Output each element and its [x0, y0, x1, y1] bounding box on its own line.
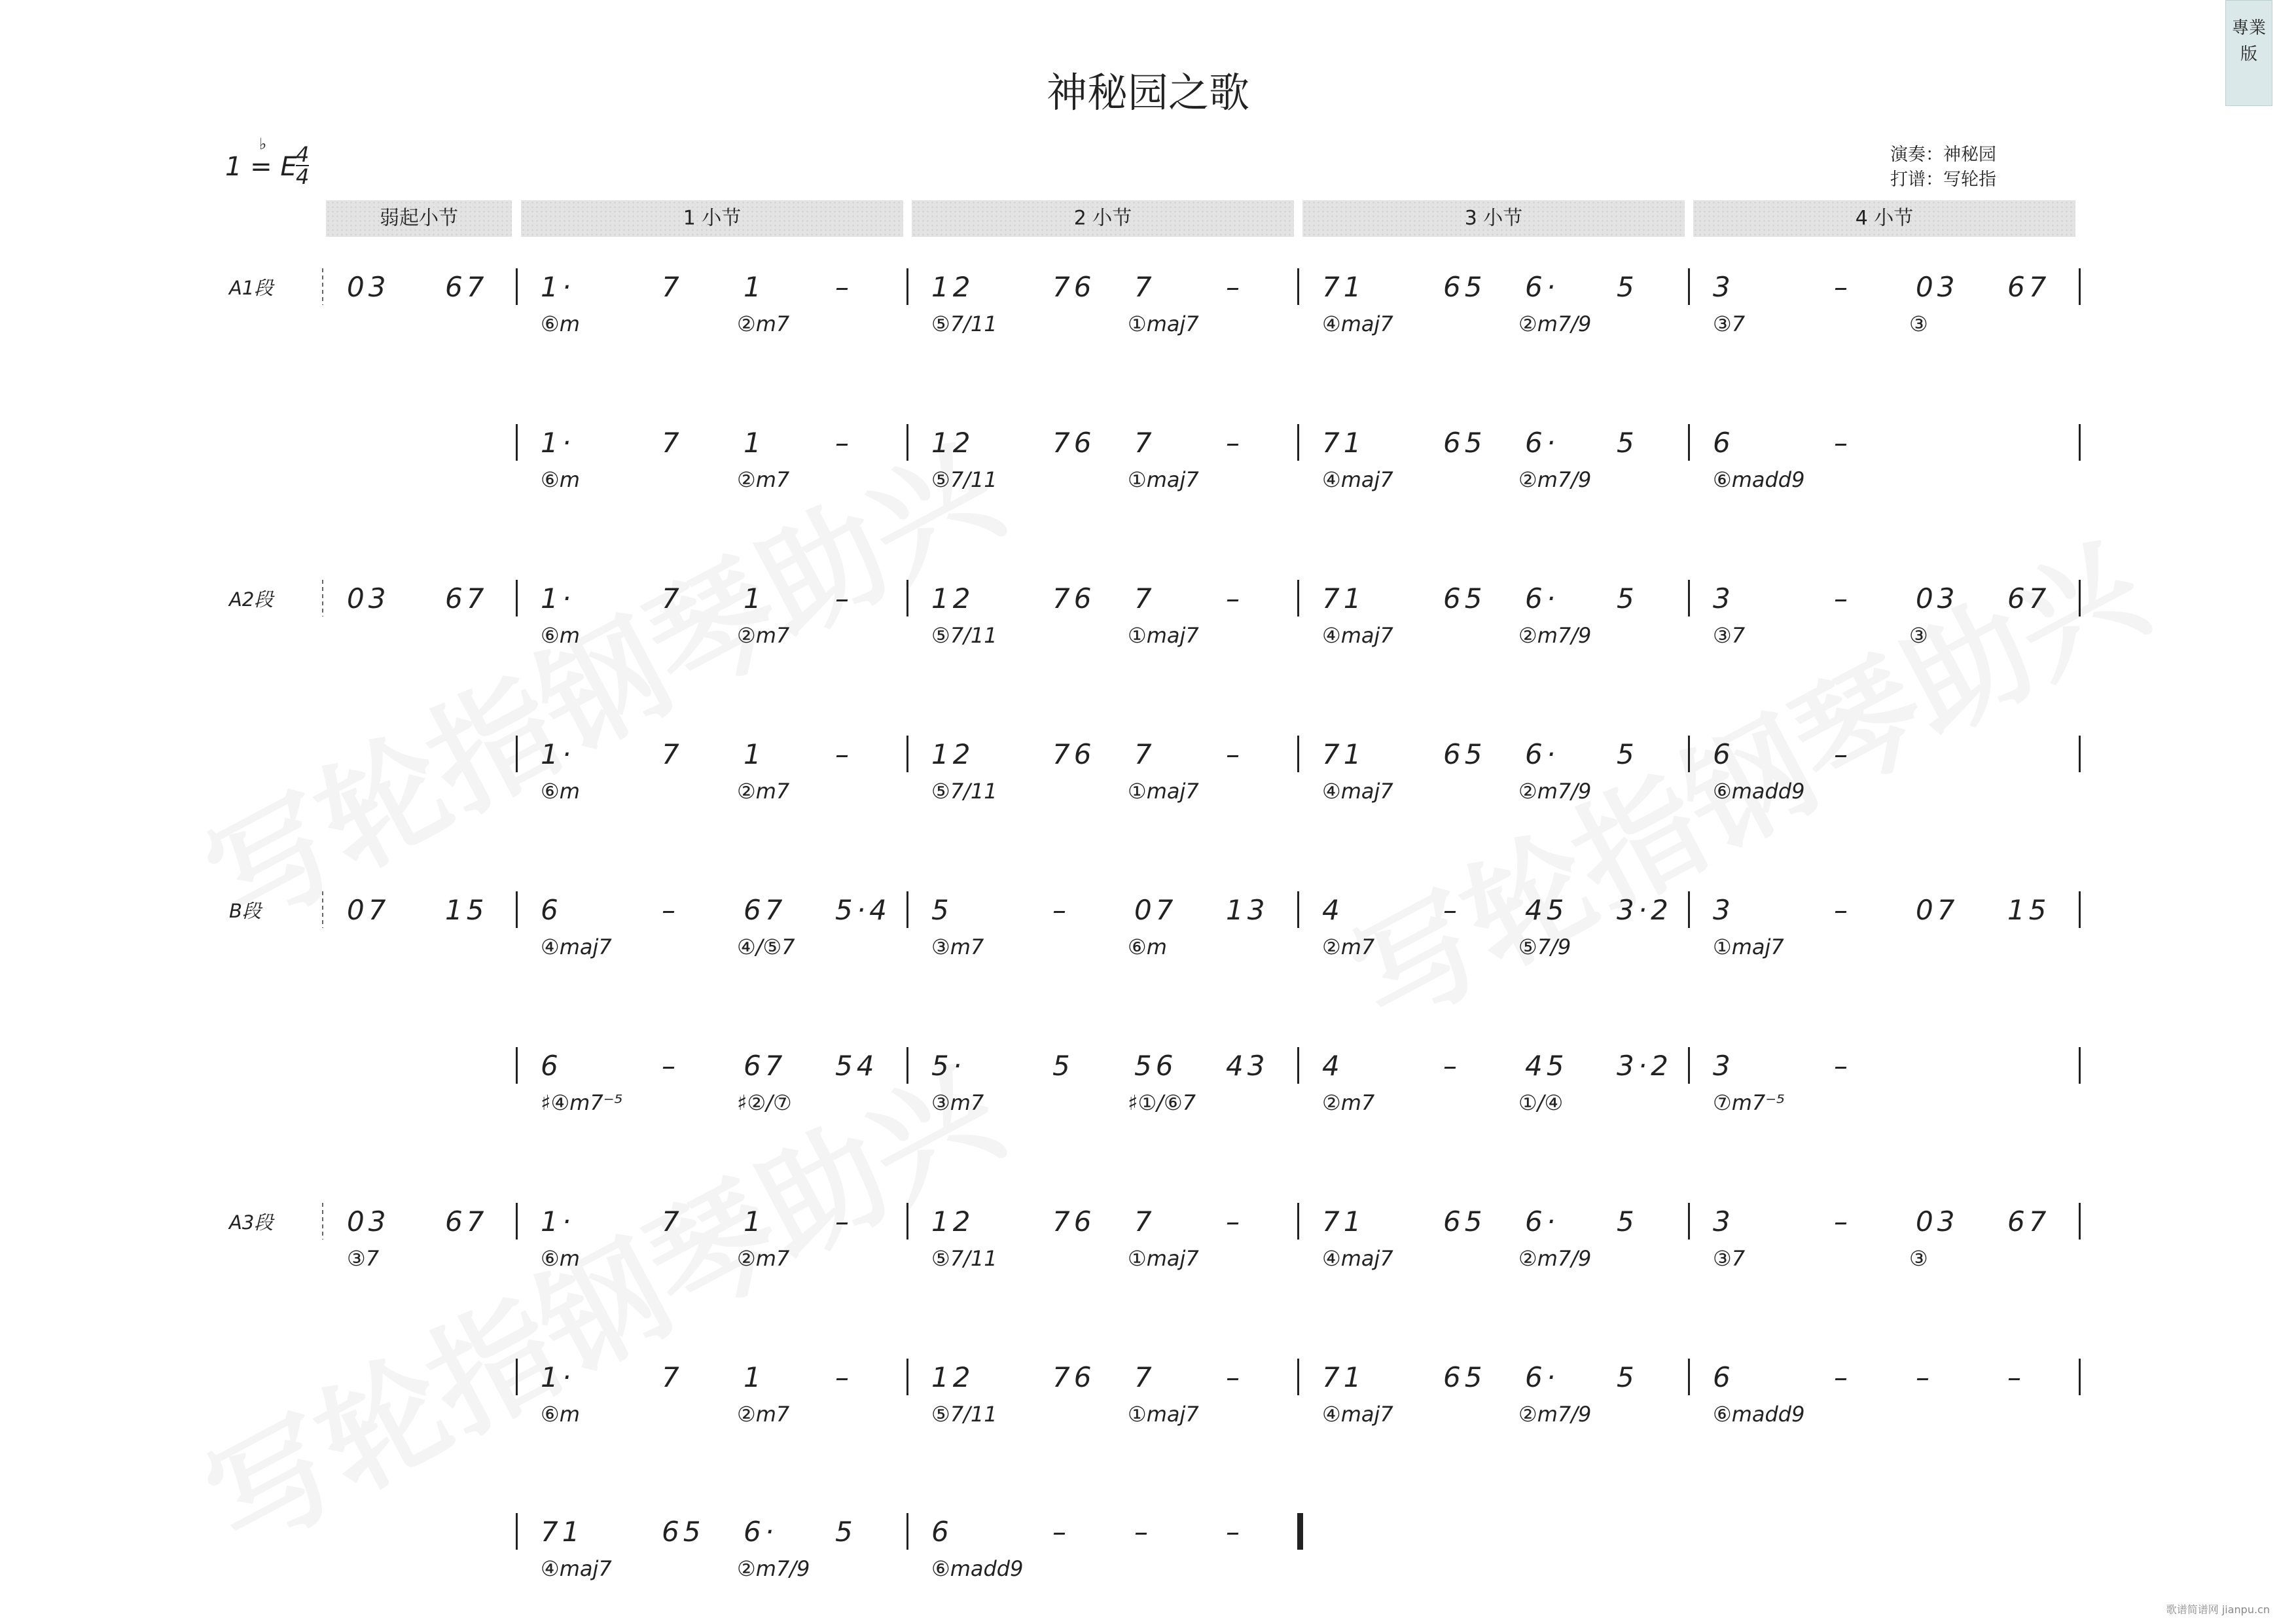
note: –: [662, 1050, 679, 1082]
barline: [906, 268, 908, 305]
credits: [1890, 143, 1996, 192]
note: 07: [347, 894, 390, 926]
barline: [1688, 268, 1690, 305]
note: 5: [1617, 271, 1638, 303]
note: 71: [1322, 738, 1365, 770]
note: 3: [1713, 271, 1734, 303]
key-label: 1 = E: [225, 152, 297, 182]
note: 7: [1134, 1361, 1156, 1393]
note: 76: [1052, 582, 1096, 615]
barline: [906, 1513, 908, 1550]
note: 12: [931, 1361, 975, 1393]
barline: [906, 424, 908, 461]
chord-symbol: ③7: [1713, 312, 1746, 336]
note: 76: [1052, 1205, 1096, 1238]
note: 3·2: [1617, 894, 1672, 926]
barline: [1688, 424, 1690, 461]
note: 67: [2007, 271, 2051, 303]
note: –: [1834, 427, 1852, 459]
note: –: [662, 894, 679, 926]
barline: [2079, 424, 2081, 461]
barline: [2079, 580, 2081, 616]
chord-symbol: ①/④: [1518, 1090, 1564, 1115]
barline: [516, 1359, 518, 1395]
note: 1: [744, 427, 765, 459]
note: 13: [1226, 894, 1269, 926]
note: 5: [835, 1516, 857, 1548]
note: 5·4: [835, 894, 891, 926]
chord-symbol: ③: [1909, 623, 1928, 648]
note: 6: [931, 1516, 953, 1548]
barline: [516, 1203, 518, 1240]
note: 7: [662, 427, 683, 459]
chord-symbol: ⑥m: [541, 1246, 580, 1271]
barline: [1688, 1359, 1690, 1395]
section-label: A2段: [229, 588, 274, 611]
barline: [2079, 1359, 2081, 1395]
note: 12: [931, 1205, 975, 1238]
note: 4: [1322, 894, 1344, 926]
time-numerator: 4: [296, 142, 310, 167]
note: 12: [931, 738, 975, 770]
note: 03: [347, 582, 390, 615]
chord-symbol: ④maj7: [541, 1556, 612, 1581]
note: 6: [1713, 1361, 1734, 1393]
note: 45: [1525, 1050, 1568, 1082]
note: 54: [835, 1050, 878, 1082]
note: 65: [1443, 271, 1486, 303]
note: 76: [1052, 427, 1096, 459]
chord-symbol: ⑤7/11: [931, 623, 997, 648]
note: 1: [744, 1361, 765, 1393]
note: –: [1834, 894, 1852, 926]
chord-symbol: ②m7: [1322, 1090, 1375, 1115]
note: –: [1834, 1205, 1852, 1238]
chord-symbol: ⑤7/11: [931, 1402, 997, 1427]
note: 6·: [744, 1516, 778, 1548]
barline: [1297, 268, 1299, 305]
note: –: [1834, 1050, 1852, 1082]
barline: [2079, 736, 2081, 772]
note: 6·: [1525, 1205, 1560, 1238]
barline: [906, 580, 908, 616]
note: 65: [662, 1516, 705, 1548]
chord-symbol: ⑥m: [1128, 935, 1167, 959]
chord-symbol: ②m7/9: [1518, 467, 1592, 492]
chord-symbol: ②m7: [1322, 935, 1375, 959]
note: 7: [662, 1361, 683, 1393]
note: 7: [662, 738, 683, 770]
chord-symbol: ④maj7: [1322, 467, 1393, 492]
key-signature: [225, 135, 297, 182]
watermark: [173, 395, 1025, 961]
chord-symbol: ⑤7/9: [1518, 935, 1571, 959]
note: 71: [1322, 271, 1365, 303]
chord-symbol: ⑥m: [541, 1402, 580, 1427]
note: 3·2: [1617, 1050, 1672, 1082]
chord-symbol: ③7: [347, 1246, 380, 1271]
chord-symbol: ②m7: [737, 312, 790, 336]
note: 65: [1443, 582, 1486, 615]
note: –: [1834, 582, 1852, 615]
note: –: [835, 427, 853, 459]
note: 5: [1617, 1361, 1638, 1393]
chord-symbol: ⑥madd9: [1713, 467, 1805, 492]
note: 7: [1134, 582, 1156, 615]
header-pickup: 弱起小节: [326, 200, 512, 237]
chord-symbol: ②m7/9: [1518, 1246, 1592, 1271]
pickup-start-barline: [322, 891, 323, 928]
chord-symbol: ①maj7: [1128, 1402, 1199, 1427]
section-label: B段: [229, 900, 261, 922]
note: 43: [1226, 1050, 1269, 1082]
note: 7: [662, 271, 683, 303]
chord-symbol: ⑥madd9: [1713, 779, 1805, 804]
note: 1: [744, 738, 765, 770]
note: –: [835, 738, 853, 770]
chord-symbol: ⑥m: [541, 623, 580, 648]
chord-symbol: ①maj7: [1713, 935, 1784, 959]
note: 5: [931, 894, 953, 926]
note: 5: [1617, 1205, 1638, 1238]
note: 67: [2007, 582, 2051, 615]
note: 6·: [1525, 427, 1560, 459]
watermark-2: [1318, 493, 2170, 1060]
note: 07: [1916, 894, 1959, 926]
header-measure-4: 4 小节: [1693, 200, 2075, 237]
note: 12: [931, 271, 975, 303]
note: 07: [1134, 894, 1177, 926]
section-label: A3段: [229, 1211, 274, 1234]
chord-symbol: ③7: [1713, 623, 1746, 648]
note: 12: [931, 582, 975, 615]
note: 4: [1322, 1050, 1344, 1082]
note: 67: [445, 271, 488, 303]
note: 1·: [541, 271, 575, 303]
note: 5·: [931, 1050, 966, 1082]
barline: [1297, 580, 1299, 616]
note: –: [1226, 1516, 1244, 1548]
note: 1: [744, 582, 765, 615]
note: 12: [931, 427, 975, 459]
note: 67: [445, 582, 488, 615]
barline: [906, 736, 908, 772]
note: –: [835, 582, 853, 615]
final-barline: [1297, 1513, 1303, 1550]
barline: [1297, 891, 1299, 928]
transcriber-credit: 打谱：写轮指: [1890, 169, 1996, 190]
barline: [1688, 1047, 1690, 1084]
barline: [516, 580, 518, 616]
chord-symbol: ⑥m: [541, 779, 580, 804]
barline: [1297, 1047, 1299, 1084]
note: –: [1226, 738, 1244, 770]
barline: [516, 891, 518, 928]
note: 1: [744, 1205, 765, 1238]
note: 3: [1713, 894, 1734, 926]
barline: [906, 1203, 908, 1240]
note: 3: [1713, 1050, 1734, 1082]
chord-symbol: ③: [1909, 1246, 1928, 1271]
note: 6·: [1525, 1361, 1560, 1393]
note: 6·: [1525, 582, 1560, 615]
badge-text: 專業版: [2231, 18, 2266, 64]
note: 1·: [541, 582, 575, 615]
chord-symbol: ②m7: [737, 1402, 790, 1427]
chord-symbol: ②m7: [737, 623, 790, 648]
barline: [516, 424, 518, 461]
note: 3: [1713, 582, 1734, 615]
note: 76: [1052, 1361, 1096, 1393]
note: 5: [1617, 582, 1638, 615]
barline: [1688, 736, 1690, 772]
note: 6·: [1525, 271, 1560, 303]
barline: [2079, 1047, 2081, 1084]
chord-symbol: ③: [1909, 312, 1928, 336]
note: 65: [1443, 1361, 1486, 1393]
chord-symbol: ④maj7: [1322, 312, 1393, 336]
barline: [516, 736, 518, 772]
note: 7: [662, 1205, 683, 1238]
chord-symbol: ①maj7: [1128, 312, 1199, 336]
note: 6: [1713, 427, 1734, 459]
chord-symbol: ⑥madd9: [931, 1556, 1024, 1581]
note: 1·: [541, 1361, 575, 1393]
note: –: [835, 1205, 853, 1238]
note: –: [1226, 271, 1244, 303]
note: –: [1834, 1361, 1852, 1393]
header-measure-2: 2 小节: [912, 200, 1294, 237]
chord-symbol: ④maj7: [1322, 623, 1393, 648]
note: 1·: [541, 1205, 575, 1238]
barline: [906, 1359, 908, 1395]
barline: [1297, 736, 1299, 772]
pickup-start-barline: [322, 1203, 323, 1240]
barline: [1688, 580, 1690, 616]
note: –: [1916, 1361, 1933, 1393]
barline: [1688, 891, 1690, 928]
pickup-start-barline: [322, 268, 323, 305]
edition-badge: [2225, 0, 2272, 106]
chord-symbol: ⑦m7⁻⁵: [1713, 1090, 1785, 1115]
performer-credit: 演奏：神秘园: [1890, 145, 1996, 165]
chord-symbol: ②m7/9: [737, 1556, 810, 1581]
note: 03: [1916, 582, 1959, 615]
section-label: A1段: [229, 277, 274, 299]
time-denominator: 4: [296, 164, 310, 189]
chord-symbol: ♯②/⑦: [737, 1090, 792, 1115]
note: –: [2007, 1361, 2025, 1393]
note: 65: [1443, 427, 1486, 459]
note: –: [1226, 1205, 1244, 1238]
note: 56: [1134, 1050, 1177, 1082]
note: 71: [1322, 1205, 1365, 1238]
note: 03: [1916, 1205, 1959, 1238]
note: –: [1226, 1361, 1244, 1393]
barline: [906, 891, 908, 928]
note: 76: [1052, 271, 1096, 303]
note: 7: [1134, 271, 1156, 303]
note: 6·: [1525, 738, 1560, 770]
note: 65: [1443, 738, 1486, 770]
chord-symbol: ②m7: [737, 467, 790, 492]
note: 5: [1617, 738, 1638, 770]
chord-symbol: ⑤7/11: [931, 312, 997, 336]
note: –: [1834, 271, 1852, 303]
note: –: [835, 1361, 853, 1393]
note: 67: [744, 1050, 787, 1082]
note: 65: [1443, 1205, 1486, 1238]
barline: [516, 1047, 518, 1084]
chord-symbol: ⑥m: [541, 312, 580, 336]
note: 5: [1617, 427, 1638, 459]
header-measure-1: 1 小节: [521, 200, 903, 237]
note: 15: [2007, 894, 2051, 926]
note: 3: [1713, 1205, 1734, 1238]
note: 7: [1134, 738, 1156, 770]
chord-symbol: ②m7: [737, 779, 790, 804]
chord-symbol: ③7: [1713, 1246, 1746, 1271]
note: –: [1052, 894, 1070, 926]
barline: [2079, 891, 2081, 928]
chord-symbol: ④/⑤7: [737, 935, 795, 959]
barline: [1297, 424, 1299, 461]
chord-symbol: ♯④m7⁻⁵: [541, 1090, 623, 1115]
note: 71: [1322, 427, 1365, 459]
chord-symbol: ④maj7: [1322, 779, 1393, 804]
note: 67: [744, 894, 787, 926]
chord-symbol: ♯①/⑥7: [1128, 1090, 1196, 1115]
chord-symbol: ①maj7: [1128, 1246, 1199, 1271]
note: –: [1134, 1516, 1152, 1548]
note: 45: [1525, 894, 1568, 926]
chord-symbol: ④maj7: [1322, 1402, 1393, 1427]
barline: [516, 268, 518, 305]
note: 5: [1052, 1050, 1074, 1082]
note: 6: [541, 894, 562, 926]
barline: [1297, 1203, 1299, 1240]
note: –: [1443, 1050, 1461, 1082]
note: 71: [1322, 1361, 1365, 1393]
chord-symbol: ②m7/9: [1518, 623, 1592, 648]
note: 1: [744, 271, 765, 303]
note: –: [1226, 582, 1244, 615]
barline: [1688, 1203, 1690, 1240]
barline: [906, 1047, 908, 1084]
chord-symbol: ②m7/9: [1518, 312, 1592, 336]
chord-symbol: ③m7: [931, 1090, 984, 1115]
note: 6: [1713, 738, 1734, 770]
note: 6: [541, 1050, 562, 1082]
note: –: [1834, 738, 1852, 770]
header-measure-3: 3 小节: [1302, 200, 1685, 237]
note: 67: [445, 1205, 488, 1238]
flat-icon: ♭: [259, 135, 267, 153]
note: 71: [1322, 582, 1365, 615]
chord-symbol: ②m7: [737, 1246, 790, 1271]
footer-text: 歌谱简谱网 jianpu.cn: [2166, 1603, 2270, 1616]
chord-symbol: ⑤7/11: [931, 779, 997, 804]
page-title: 神秘园之歌: [1046, 69, 1249, 116]
note: 7: [1134, 427, 1156, 459]
barline: [2079, 1203, 2081, 1240]
note: 03: [347, 1205, 390, 1238]
note: 71: [541, 1516, 584, 1548]
chord-symbol: ②m7/9: [1518, 1402, 1592, 1427]
chord-symbol: ⑤7/11: [931, 1246, 997, 1271]
chord-symbol: ④maj7: [541, 935, 612, 959]
time-signature: [296, 144, 309, 187]
chord-symbol: ⑥madd9: [1713, 1402, 1805, 1427]
chord-symbol: ③m7: [931, 935, 984, 959]
chord-symbol: ②m7/9: [1518, 779, 1592, 804]
note: 7: [1134, 1205, 1156, 1238]
chord-symbol: ①maj7: [1128, 467, 1199, 492]
note: 1·: [541, 738, 575, 770]
note: 67: [2007, 1205, 2051, 1238]
chord-symbol: ⑥m: [541, 467, 580, 492]
note: 03: [1916, 271, 1959, 303]
chord-symbol: ①maj7: [1128, 623, 1199, 648]
note: –: [1443, 894, 1461, 926]
barline: [516, 1513, 518, 1550]
barline: [1297, 1359, 1299, 1395]
pickup-start-barline: [322, 580, 323, 616]
note: –: [1226, 427, 1244, 459]
note: –: [1052, 1516, 1070, 1548]
note: 15: [445, 894, 488, 926]
note: 76: [1052, 738, 1096, 770]
chord-symbol: ④maj7: [1322, 1246, 1393, 1271]
chord-symbol: ①maj7: [1128, 779, 1199, 804]
note: 1·: [541, 427, 575, 459]
chord-symbol: ⑤7/11: [931, 467, 997, 492]
note: –: [835, 271, 853, 303]
note: 7: [662, 582, 683, 615]
barline: [2079, 268, 2081, 305]
note: 03: [347, 271, 390, 303]
